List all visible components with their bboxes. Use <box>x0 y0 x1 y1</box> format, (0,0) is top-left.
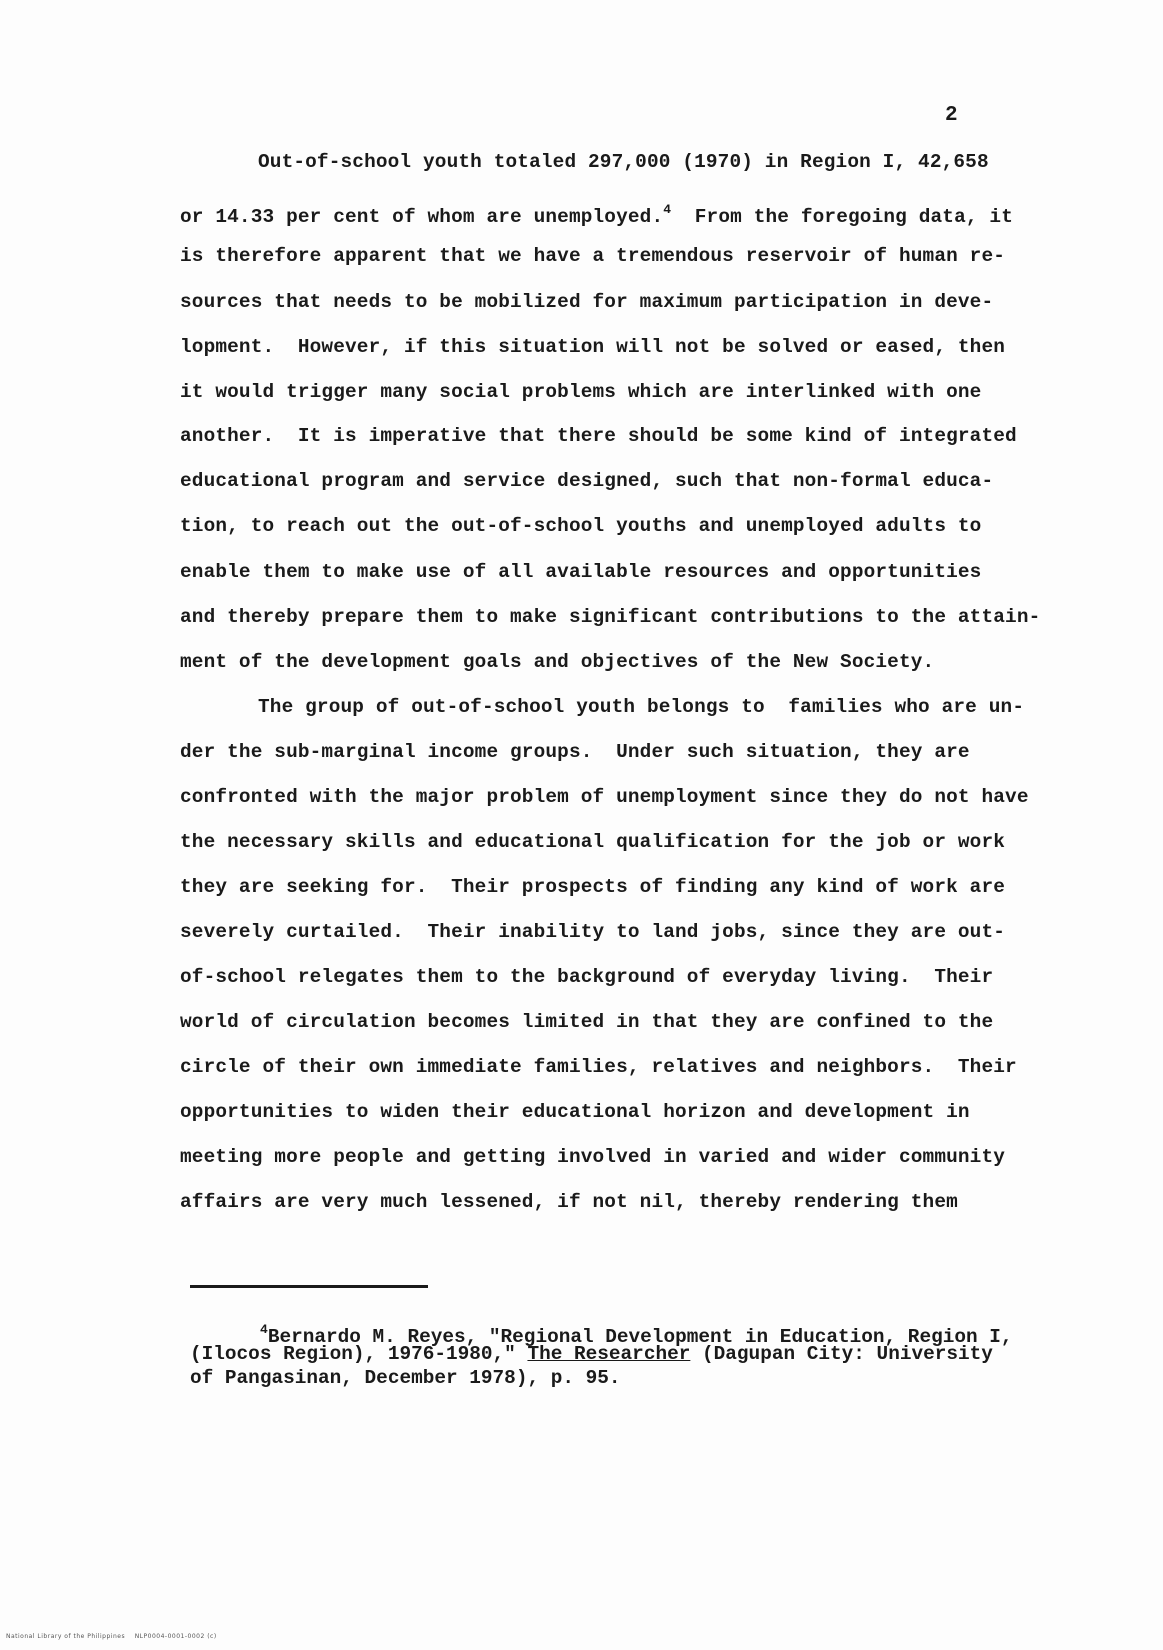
text-line: ment of the development goals and objectives of the New Society. <box>180 651 935 673</box>
text-line: lopment. However, if this situation will not be solved or eased, then <box>180 336 1006 358</box>
text-line: the necessary skills and educational qualification for the job or work <box>180 831 1006 853</box>
text-line: another. It is imperative that there should be some kind of integrated <box>180 425 1017 447</box>
text-line: enable them to make use of all available resources and opportunities <box>180 561 982 583</box>
footnote-divider <box>190 1285 428 1288</box>
text-line: is therefore apparent that we have a tremendous reservoir of human re- <box>180 245 1006 267</box>
text-line: circle of their own immediate families, relatives and neighbors. Their <box>180 1056 1017 1078</box>
text-line: Out-of-school youth totaled 297,000 (1970) in Region I, 42,658 <box>258 151 989 173</box>
archive-stamp: National Library of the Philippines NLP0004-0001-0002 (c) <box>6 1633 217 1640</box>
text-fragment: or 14.33 per cent of whom are unemployed. <box>180 206 664 228</box>
text-line: they are seeking for. Their prospects of finding any kind of work are <box>180 876 1006 898</box>
footnote-publication-title: The Researcher <box>527 1343 691 1365</box>
text-line: der the sub-marginal income groups. Under such situation, they are <box>180 741 970 763</box>
text-line: severely curtailed. Their inability to land jobs, since they are out- <box>180 921 1006 943</box>
footnote-text: (Ilocos Region), 1976-1980," <box>190 1343 528 1365</box>
text-line: tion, to reach out the out-of-school youths and unemployed adults to <box>180 515 982 537</box>
text-line <box>180 198 1013 229</box>
text-fragment: From the foregoing data, it <box>671 206 1014 228</box>
footnote-text: Bernardo M. Reyes, "Regional Development in Education, Region I, <box>267 1326 1013 1348</box>
text-line: The group of out-of-school youth belongs to families who are un- <box>258 696 1025 718</box>
footnote-line <box>190 1342 993 1366</box>
text-line: sources that needs to be mobilized for maximum participation in deve- <box>180 291 994 313</box>
text-line: affairs are very much lessened, if not nil, thereby rendering them <box>180 1191 958 1213</box>
text-line: of-school relegates them to the background of everyday living. Their <box>180 966 994 988</box>
footnote-text: (Dagupan City: University <box>690 1343 993 1365</box>
footnote-line: of Pangasinan, December 1978), p. 95. <box>190 1367 621 1389</box>
footnote-reference: 4 <box>663 202 672 217</box>
text-line: opportunities to widen their educational horizon and development in <box>180 1101 970 1123</box>
text-line: educational program and service designed, such that non-formal educa- <box>180 470 994 492</box>
text-line: meeting more people and getting involved in varied and wider community <box>180 1146 1006 1168</box>
footnote-marker: 4 <box>260 1322 268 1337</box>
page-number: 2 <box>945 104 958 127</box>
text-line: confronted with the major problem of unemployment since they do not have <box>180 786 1029 808</box>
text-line: it would trigger many social problems which are interlinked with one <box>180 381 982 403</box>
text-line: and thereby prepare them to make significant contributions to the attain- <box>180 606 1041 628</box>
text-line: world of circulation becomes limited in that they are confined to the <box>180 1011 994 1033</box>
